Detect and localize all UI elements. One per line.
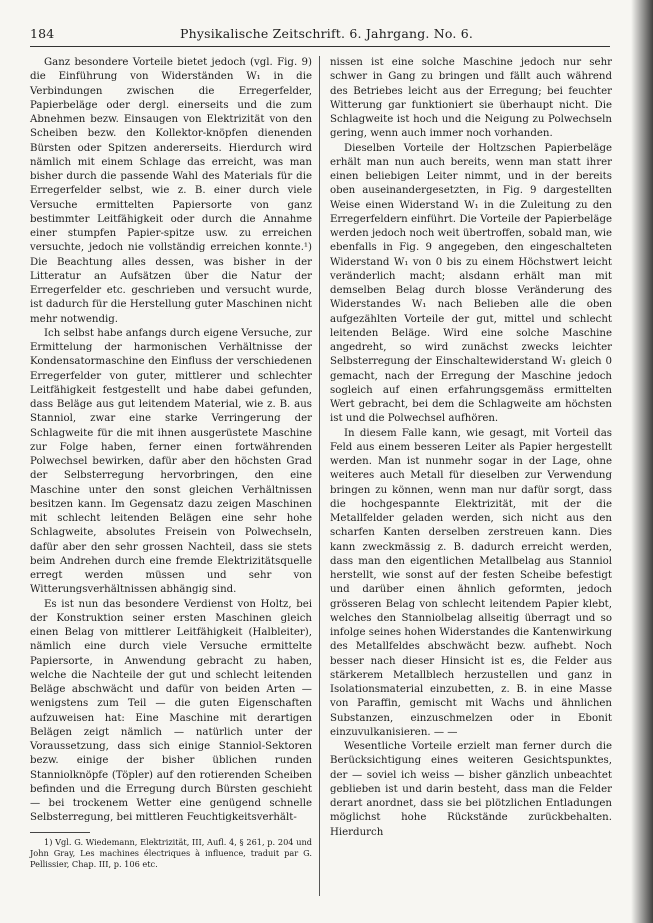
paragraph: Ich selbst habe anfangs durch eigene Versuche, zur Ermittelung der harmonischen Verhältnisse der Kondensatormaschine den Einfluss der verschiedenen Erregerfelder von guter, mittlerer und schlechter Leitfähigkeit festgestellt und habe dabei gefunden, dass Beläge aus gut leitendem Material, wie z. B. aus Stanniol, zwar eine starke Verringerung der Schlagweite für die mit ihnen ausgerüstete Maschine zur Folge haben, ferner einen fortwährenden Polwechsel bewirken, dafür aber den höchsten Grad der Selbsterregung hervorbringen, den eine Maschine unter den sonst gleichen Verhältnissen besitzen kann. Im Gegensatz dazu zeigen Maschinen mit schlecht leitenden Belägen eine sehr hohe Schlagweite, absolutes Freisein von Polwechseln, dafür aber den sehr grossen Nachteil, dass sie stets beim Andrehen durch eine fremde Elektrizitätsquelle erregt werden müssen und sehr von Witterungsverhältnissen abhängig sind. (30, 327, 312, 596)
page-edge-shadow (631, 0, 653, 923)
right-column (330, 56, 612, 840)
journal-title: Physikalische Zeitschrift. 6. Jahrgang. No. 6. (180, 26, 474, 41)
paragraph: Wesentliche Vorteile erzielt man ferner durch die Berücksichtigung eines weiteren Gesichtspunktes, der — soviel ich weiss — bisher gänzlich unbeachtet geblieben ist und darin besteht, dass man die Felder derart anordnet, dass sie bei plötzlichen Entladungen möglichst hohe Rückstände zurückbehalten. Hierdurch (330, 741, 612, 838)
paragraph: In diesem Falle kann, wie gesagt, mit Vorteil das Feld aus einem besseren Leiter als Papier hergestellt werden. Man ist nunmehr sogar in der Lage, ohne weiteres auch Metall für dieselben zur Verwendung bringen zu können, wenn man nur dafür sorgt, dass die hochgespannte Elektrizität, mit der die Metallfelder geladen werden, sich nicht aus den scharfen Kanten derselben zerstreuen kann. Dies kann zweckmässig z. B. dadurch erreicht werden, dass man den eigentlichen Metallbelag aus Stanniol herstellt, wie sonst auf der festen Scheibe befestigt und darüber einen ähnlich geformten, jedoch grösseren Belag von schlecht leitendem Papier klebt, welches den Stanniolbelag allseitig überragt und so infolge seines hohen Widerstandes die Kantenwirkung des Metallfeldes abschwächt bezw. aufhebt. Noch besser nach dieser Hinsicht ist es, die Felder aus stärkerem Metallblech herzustellen und ganz in Isolationsmaterial einzubetten, z. B. in eine Masse von Paraffin, gemischt mit Wachs und ähnlichen Substanzen, einzuschmelzen oder in Ebonit einzuvulkanisieren. — — (330, 427, 613, 738)
footnote-rule (30, 832, 90, 833)
footnote: 1) Vgl. G. Wiedemann, Elektrizität, III, Aufl. 4, § 261, p. 204 und John Gray, Les machines électriques à influence, traduit par G. Pellissier, Chap. III, p. 106 etc. (30, 836, 312, 869)
paragraph: Ganz besondere Vorteile bietet jedoch (vgl. Fig. 9) die Einführung von Widerständen W₁ in die Verbindungen zwischen die Erregerfelder, Papierbeläge oder dergl. einerseits und die zum Abnehmen bezw. Einsaugen von Elektrizität von den Scheiben bezw. den Kollektor-knöpfen dienenden Bürsten oder Spitzen andererseits. Hierdurch wird nämlich mit einem Schlage das erreicht, was man bisher durch die passende Wahl des Materials für die Erregerfelder selbst, wie z. B. einer durch viele Versuche ermittelten Papiersorte von ganz bestimmter Leitfähigkeit oder durch die Annahme einer stumpfen Papier-spitze usw. zu erreichen versuchte, jedoch nie vollständig erreichen konnte.¹) Die Beachtung alles dessen, was bisher in der Litteratur an Aufsätzen über die Natur der Erregerfelder etc. geschrieben und versucht wurde, ist dadurch für die Herstellung guter Maschinen nicht mehr notwendig. (30, 57, 312, 325)
running-header (30, 26, 610, 46)
paragraph: Es ist nun das besondere Verdienst von Holtz, bei der Konstruktion seiner ersten Maschinen gleich einen Belag von mittlerer Leitfähigkeit (Halbleiter), nämlich eine durch viele Versuche ermittelte Papiersorte, in Anwendung gebracht zu haben, welche die Nachteile der gut und schlecht leitenden Beläge abschwächt und dafür von beiden Arten — wenigstens zum Teil — die guten Eigenschaften aufzuweisen hat: Eine Maschine mit derartigen Belägen zeigt nämlich — natürlich unter der Voraussetzung, dass sich einige Stanniol-Sektoren bezw. einige der bisher üblichen runden Stanniolknöpfe (Töpler) auf den rotierenden Scheiben befinden und die Erregung durch Bürsten geschieht — bei trockenem Wetter eine genügend schnelle Selbsterregung, bei mittleren Feuchtigkeitsverhält- (30, 598, 312, 824)
left-column (30, 56, 312, 870)
page-number: 184 (30, 26, 55, 41)
header-rule (30, 46, 610, 47)
paragraph: Dieselben Vorteile der Holtzschen Papierbeläge erhält man nun auch bereits, wenn man statt ihrer einen beliebigen Leiter nimmt, und in der bereits oben auseinandergesetzten, in Fig. 9 dargestellten Weise einen Widerstand W₁ in die Zuleitung zu den Erregerfeldern einführt. Die Vorteile der Papierbeläge werden jedoch noch weit übertroffen, sobald man, wie ebenfalls in Fig. 9 angegeben, den eingeschalteten Widerstand W₁ von 0 bis zu einem Höchstwert leicht veränderlich macht; alsdann erhält man mit demselben Belag durch blosse Veränderung des Widerstandes W₁ nach Belieben alle die oben aufgezählten Vorteile der gut, mittel und schlecht leitenden Beläge. Wird eine solche Maschine angedreht, so wird zunächst zwecks leichter Selbsterregung der Einschaltewiderstand W₁ gleich 0 gemacht, nach der Erregung der Maschine jedoch sogleich auf einen erfahrungsgemäss ermittelten Wert gebracht, bei dem die Schlagweite am höchsten ist und die Polwechsel aufhören. (330, 142, 612, 425)
paragraph: nissen ist eine solche Maschine jedoch nur sehr schwer in Gang zu bringen und fällt auch während des Betriebes leicht aus der Erregung; bei feuchter Witterung gar funktioniert sie überhaupt nicht. Die Schlagweite ist hoch und die Neigung zu Polwechseln gering, wenn auch immer noch vorhanden. (330, 57, 612, 140)
column-divider (319, 56, 320, 896)
